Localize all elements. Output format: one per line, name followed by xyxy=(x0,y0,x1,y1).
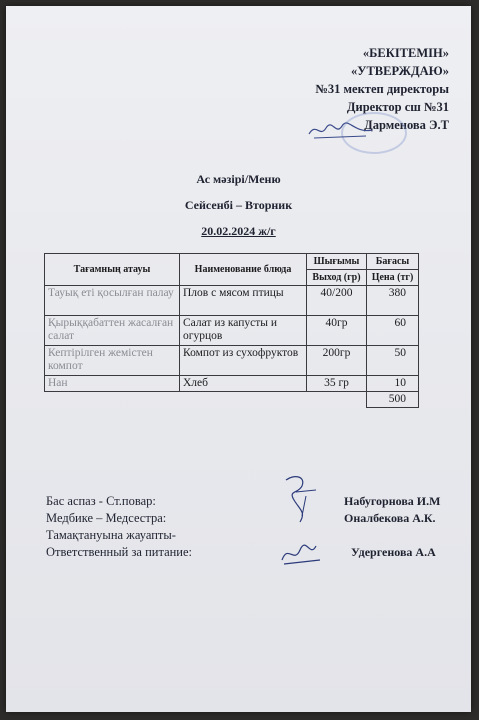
menu-table xyxy=(44,253,419,408)
menu-title: Ас мәзірі/Меню xyxy=(196,172,281,186)
total-price: 500 xyxy=(367,392,419,408)
approval-line-2: «УТВЕРЖДАЮ» xyxy=(351,64,449,78)
document-page xyxy=(6,6,471,712)
dish-output: 40/200 xyxy=(307,286,367,316)
table-row xyxy=(45,286,419,316)
name-cook: Набугорнова И.М xyxy=(344,494,441,508)
role-nurse: Медбике – Медсестра: xyxy=(46,511,167,525)
dish-price: 50 xyxy=(367,346,419,376)
table-row xyxy=(45,346,419,376)
dish-kz: Нан xyxy=(45,376,180,392)
dish-ru: Хлеб xyxy=(180,376,307,392)
name-responsible: Удергенова А.А xyxy=(351,545,436,559)
dish-output: 200гр xyxy=(307,346,367,376)
signature-names xyxy=(344,493,440,561)
approval-line-3: №31 мектеп директоры xyxy=(315,82,449,96)
role-cook: Бас аспаз - Ст.повар: xyxy=(46,494,156,508)
table-header-row xyxy=(45,254,419,270)
dish-price: 60 xyxy=(367,316,419,346)
dish-ru: Плов с мясом птицы xyxy=(180,286,307,316)
approval-line-4: Директор сш №31 xyxy=(346,100,449,114)
dish-ru: Компот из сухофруктов xyxy=(180,346,307,376)
approval-line-1: «БЕКІТЕМІН» xyxy=(362,46,449,60)
director-signature xyxy=(306,118,376,142)
header-output-kz: Шығымы xyxy=(307,254,367,270)
dish-kz: Тауық еті қосылған палау xyxy=(45,286,180,316)
dish-output: 40гр xyxy=(307,316,367,346)
table-row xyxy=(45,316,419,346)
table-row xyxy=(45,376,419,392)
dish-kz: Қырыққабаттен жасалған салат xyxy=(45,316,180,346)
day-title: Сейсенбі – Вторник xyxy=(184,198,293,212)
table-total-row xyxy=(45,392,419,408)
cook-signature xyxy=(276,472,324,532)
role-responsible-kz: Тамақтануына жауапты- xyxy=(46,528,176,542)
dish-kz: Кептірілген жемістен компот xyxy=(45,346,180,376)
dish-price: 10 xyxy=(367,376,419,392)
header-price-ru: Цена (тг) xyxy=(367,270,419,286)
responsible-signature xyxy=(278,534,326,574)
header-kz-name: Тағамның атауы xyxy=(45,254,180,286)
date-title: 20.02.2024 ж/г xyxy=(201,224,276,238)
signature-roles xyxy=(46,493,192,561)
menu-heading xyxy=(6,172,471,239)
header-output-ru: Выход (гр) xyxy=(307,270,367,286)
approval-line-5: Дарменова Э.Т xyxy=(364,118,449,132)
header-price-kz: Бағасы xyxy=(367,254,419,270)
dish-price: 380 xyxy=(367,286,419,316)
header-ru-name: Наименование блюда xyxy=(180,254,307,286)
dish-ru: Салат из капусты и огурцов xyxy=(180,316,307,346)
role-responsible-ru: Ответственный за питание: xyxy=(46,545,193,559)
dish-output: 35 гр xyxy=(307,376,367,392)
name-nurse: Оналбекова А.К. xyxy=(344,511,436,525)
